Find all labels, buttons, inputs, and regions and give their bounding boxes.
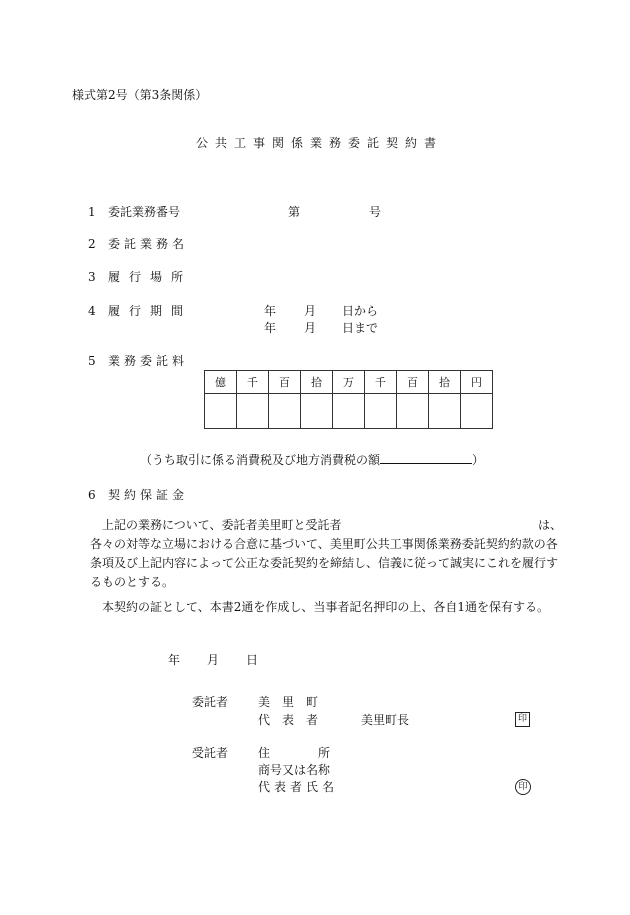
client-name: 美 里 町 [258,695,319,709]
body-paragraph-1-ha: は、 [538,518,563,532]
item-1-label: 委託業務番号 [108,205,181,219]
amount-cell [461,394,493,429]
contractor-address-label: 住 所 [258,746,331,760]
item-4-label: 履行期間 [108,304,193,318]
item-3-number: 3 [88,270,96,284]
period-end-year: 年 [264,321,277,335]
tax-note [140,452,484,467]
amount-cell [365,394,397,429]
period-start-year: 年 [264,304,277,318]
date-year: 年 [168,653,181,667]
amount-cell [269,394,301,429]
body-paragraph-1-lead: 上記の業務について、委託者美里町と受託者 [102,518,342,532]
client-rep-label: 代 表 者 [258,713,319,727]
period-start-month: 月 [304,304,317,318]
unit-man: 万 [333,371,365,394]
client-seal-icon: 印 [515,712,530,727]
item-1-number: 1 [88,205,96,219]
document-title: 公共工事関係業務委託契約書 [196,136,444,150]
amount-cell [429,394,461,429]
amount-table [204,370,493,429]
period-end-month: 月 [304,321,317,335]
form-number: 様式第2号（第3条関係） [72,88,208,102]
amount-cell [237,394,269,429]
date-day: 日 [246,653,259,667]
unit-sen-man: 千 [237,371,269,394]
tax-note-text: （うち取引に係る消費税及び地方消費税の額 [140,453,381,467]
amount-cell [397,394,429,429]
contractor-company-label: 商号又は名称 [258,763,331,777]
contractor-role: 受託者 [192,746,229,760]
unit-hyaku: 百 [397,371,429,394]
unit-oku: 億 [205,371,237,394]
contractor-seal-icon: 印 [515,779,531,795]
body-paragraph-1: 各々の対等な立場における合意に基づいて、美里町公共工事関係業務委託契約約款の各条項及び上記内容によって公正な委託契約を締結し、信義に従って誠実にこれを履行するものとする。 [90,537,559,589]
unit-hyaku-man: 百 [269,371,301,394]
item-2-number: 2 [88,237,96,251]
item-5-label: 業務委託料 [108,354,189,368]
item-6-number: 6 [88,488,96,502]
unit-en: 円 [461,371,493,394]
tax-note-close: ） [472,453,485,467]
contractor-rep-label: 代表者氏名 [258,780,339,794]
item-5-number: 5 [88,354,96,368]
amount-cell [205,394,237,429]
date-month: 月 [207,653,220,667]
item-1-go: 号 [369,205,382,219]
amount-header-row [205,371,493,394]
unit-ju-man: 拾 [301,371,333,394]
period-end-day: 日まで [342,321,379,335]
amount-value-row [205,394,493,429]
period-start-day: 日から [342,304,379,318]
client-rep-name: 美里町長 [361,713,410,727]
body-paragraph-2: 本契約の証として、本書2通を作成し、当事者記名押印の上、各自1通を保有する。 [102,600,550,614]
item-6-label: 契約保証金 [108,488,189,502]
item-3-label: 履行場所 [108,270,193,284]
item-2-label: 委託業務名 [108,237,189,251]
item-1-dai: 第 [288,205,301,219]
amount-cell [333,394,365,429]
item-4-number: 4 [88,304,96,318]
client-role: 委託者 [192,695,229,709]
unit-ju: 拾 [429,371,461,394]
tax-amount-blank [380,452,472,464]
unit-sen: 千 [365,371,397,394]
amount-cell [301,394,333,429]
